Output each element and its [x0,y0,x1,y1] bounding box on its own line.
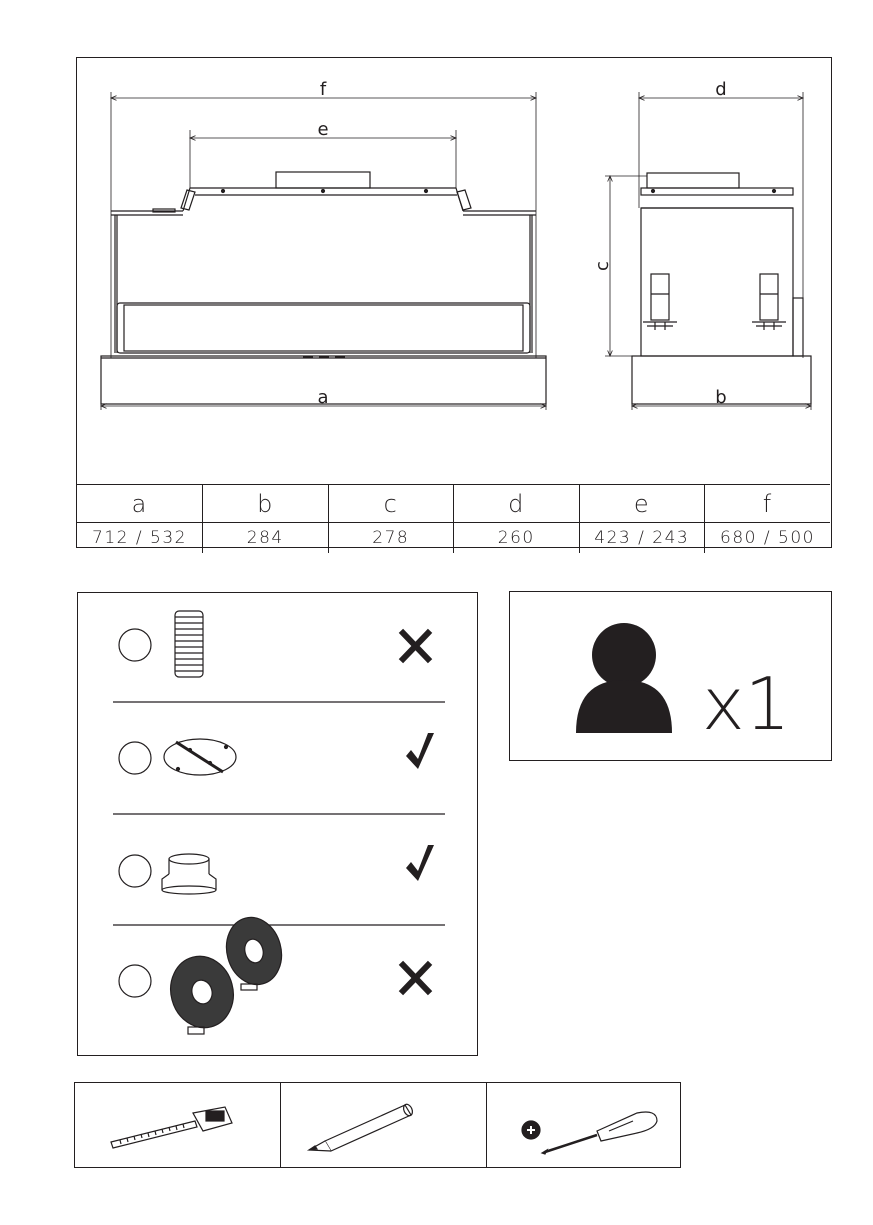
label-a: a [317,387,329,408]
label-d: d [715,79,727,100]
dim-header-d: d [454,485,580,523]
installer-count: x1 [702,662,791,746]
dim-header-c: c [328,485,454,523]
cross-icon [403,633,428,659]
tool-cell-tape-measure [75,1083,280,1167]
label-b: b [715,387,727,408]
dim-value-c: 278 [328,523,454,554]
label-e: e [317,119,329,140]
label-f: f [319,79,327,100]
dim-header-b: b [203,485,329,523]
dim-value-a: 712 / 532 [77,523,203,554]
dim-value-d: 260 [454,523,580,554]
flexible-duct-icon [175,611,203,677]
tool-cell-screwdriver [486,1083,681,1167]
checkbox-circle [119,742,151,774]
checkbox-circle [119,629,151,661]
dimension-table [77,484,830,553]
dim-value-b: 284 [203,523,329,554]
screwdriver-icon [487,1083,681,1166]
label-c: c [592,261,613,271]
dim-header-e: e [579,485,705,523]
dim-value-e: 423 / 243 [579,523,705,554]
back-draft-flap-icon [164,739,236,775]
dim-header-f: f [705,485,831,523]
dim-header-a: a [77,485,203,523]
checkbox-circle [119,855,151,887]
check-icon [406,733,434,769]
charcoal-filter-icon [163,911,289,1035]
tools-panel [74,1082,681,1168]
person-icon [576,623,672,733]
reducer-collar-icon [162,854,216,894]
check-icon [406,845,434,881]
accessories-panel [77,592,478,1056]
accessories-drawing [78,593,476,1054]
tape-measure-icon [75,1083,280,1166]
side-view [605,92,811,410]
dimension-drawing [77,58,830,484]
cross-icon [403,965,428,991]
dim-value-f: 680 / 500 [705,523,831,554]
tool-cell-pencil [280,1083,486,1167]
pencil-icon [281,1083,486,1166]
installers-panel [509,591,832,761]
checkbox-circle [119,965,151,997]
dimension-panel [76,57,832,548]
